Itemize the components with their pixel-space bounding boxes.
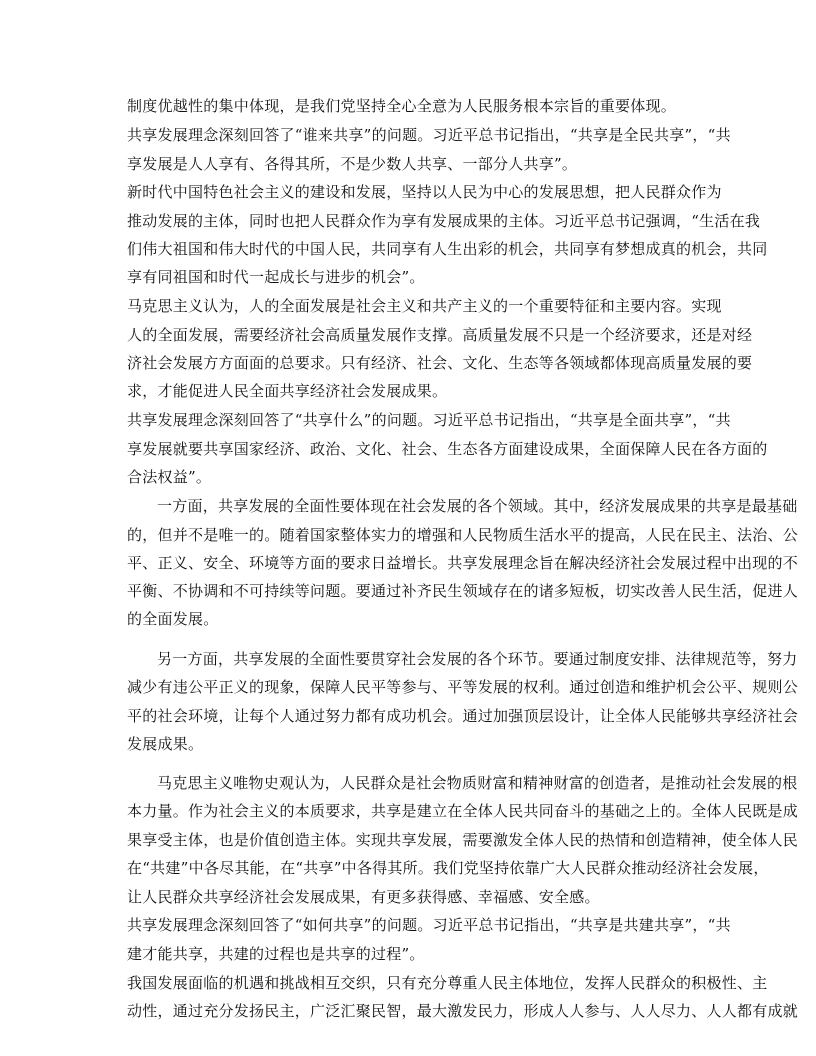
text-line: 平的社会环境，让每个人通过努力都有成功机会。通过加强顶层设计，让全体人民能够共享经济社会: [127, 707, 799, 725]
text-line: 享有同祖国和时代一起成长与进步的机会”。: [127, 268, 425, 286]
text-line: 一方面，共享发展的全面性要体现在社会发展的各个领域。其中，经济发展成果的共享是最基础: [157, 497, 798, 515]
text-line: 享发展就要共享国家经济、政治、文化、社会、生态各方面建设成果，全面保障人民在各方面的: [127, 440, 768, 458]
text-line: 发展成果。: [127, 735, 204, 753]
text-line: 另一方面，共享发展的全面性要贯穿社会发展的各个环节。要通过制度安排、法律规范等，努力: [157, 650, 798, 668]
text-line: 求，才能促进人民全面共享经济社会发展成果。: [127, 382, 448, 400]
text-line: 济社会发展方方面面的总要求。只有经济、社会、文化、生态等各领域都体现高质量发展的要: [127, 354, 753, 372]
text-line: 共享发展理念深刻回答了“如何共享”的问题。习近平总书记指出，“共享是共建共享”，“共: [127, 916, 731, 934]
text-line: 马克思主义认为，人的全面发展是社会主义和共产主义的一个重要特征和主要内容。实现: [127, 297, 722, 315]
text-line: 我国发展面临的机遇和挑战相互交织，只有充分尊重人民主体地位，发挥人民群众的积极性、主: [127, 974, 768, 992]
text-line: 本力量。作为社会主义的本质要求，共享是建立在全体人民共同奋斗的基础之上的。全体人民既是成: [127, 802, 799, 820]
text-line: 建才能共享，共建的过程也是共享的过程”。: [127, 945, 425, 963]
text-line: 合法权益”。: [127, 468, 212, 486]
text-line: 马克思主义唯物史观认为，人民群众是社会物质财富和精神财富的创造者，是推动社会发展的根: [157, 774, 798, 792]
text-line: 平衡、不协调和不可持续等问题。要通过补齐民生领域存在的诸多短板，切实改善人民生活，促进人: [127, 582, 799, 600]
text-line: 在“共建”中各尽其能，在“共享”中各得其所。我们党坚持依靠广大人民群众推动经济社会发展，: [127, 859, 769, 877]
text-line: 推动发展的主体，同时也把人民群众作为享有发展成果的主体。习近平总书记强调，“生活在我: [127, 212, 761, 230]
text-line: 减少有违公平正义的现象，保障人民平等参与、平等发展的权利。通过创造和维护机会公平、规则公: [127, 678, 799, 696]
text-line: 人的全面发展，需要经济社会高质量发展作支撑。高质量发展不只是一个经济要求，还是对经: [127, 326, 753, 344]
text-line: 们伟大祖国和伟大时代的中国人民，共同享有人生出彩的机会，共同享有梦想成真的机会，共同: [127, 240, 768, 258]
text-line: 平、正义、安全、环境等方面的要求日益增长。共享发展理念旨在解决经济社会发展过程中出现的不: [127, 554, 799, 572]
text-line: 共享发展理念深刻回答了“谁来共享”的问题。习近平总书记指出，“共享是全民共享”，“共: [127, 126, 731, 144]
text-line: 新时代中国特色社会主义的建设和发展，坚持以人民为中心的发展思想，把人民群众作为: [127, 183, 722, 201]
text-line: 的，但并不是唯一的。随着国家整体实力的增强和人民物质生活水平的提高，人民在民主、法治、公: [127, 526, 799, 544]
text-line: 共享发展理念深刻回答了“共享什么”的问题。习近平总书记指出，“共享是全面共享”，“共: [127, 411, 731, 429]
text-line: 动性，通过充分发扬民主，广泛汇聚民智，最大激发民力，形成人人参与、人人尽力、人人都有成就: [127, 1002, 799, 1020]
text-line: 果享受主体，也是价值创造主体。实现共享发展，需要激发全体人民的热情和创造精神，使全体人民: [127, 831, 799, 849]
text-line: 的全面发展。: [127, 610, 219, 628]
text-line: 享发展是人人享有、各得其所，不是少数人共享、一部分人共享”。: [127, 155, 578, 173]
text-line: 让人民群众共享经济社会发展成果，有更多获得感、幸福感、安全感。: [127, 888, 600, 906]
text-line: 制度优越性的集中体现，是我们党坚持全心全意为人民服务根本宗旨的重要体现。: [127, 97, 677, 115]
